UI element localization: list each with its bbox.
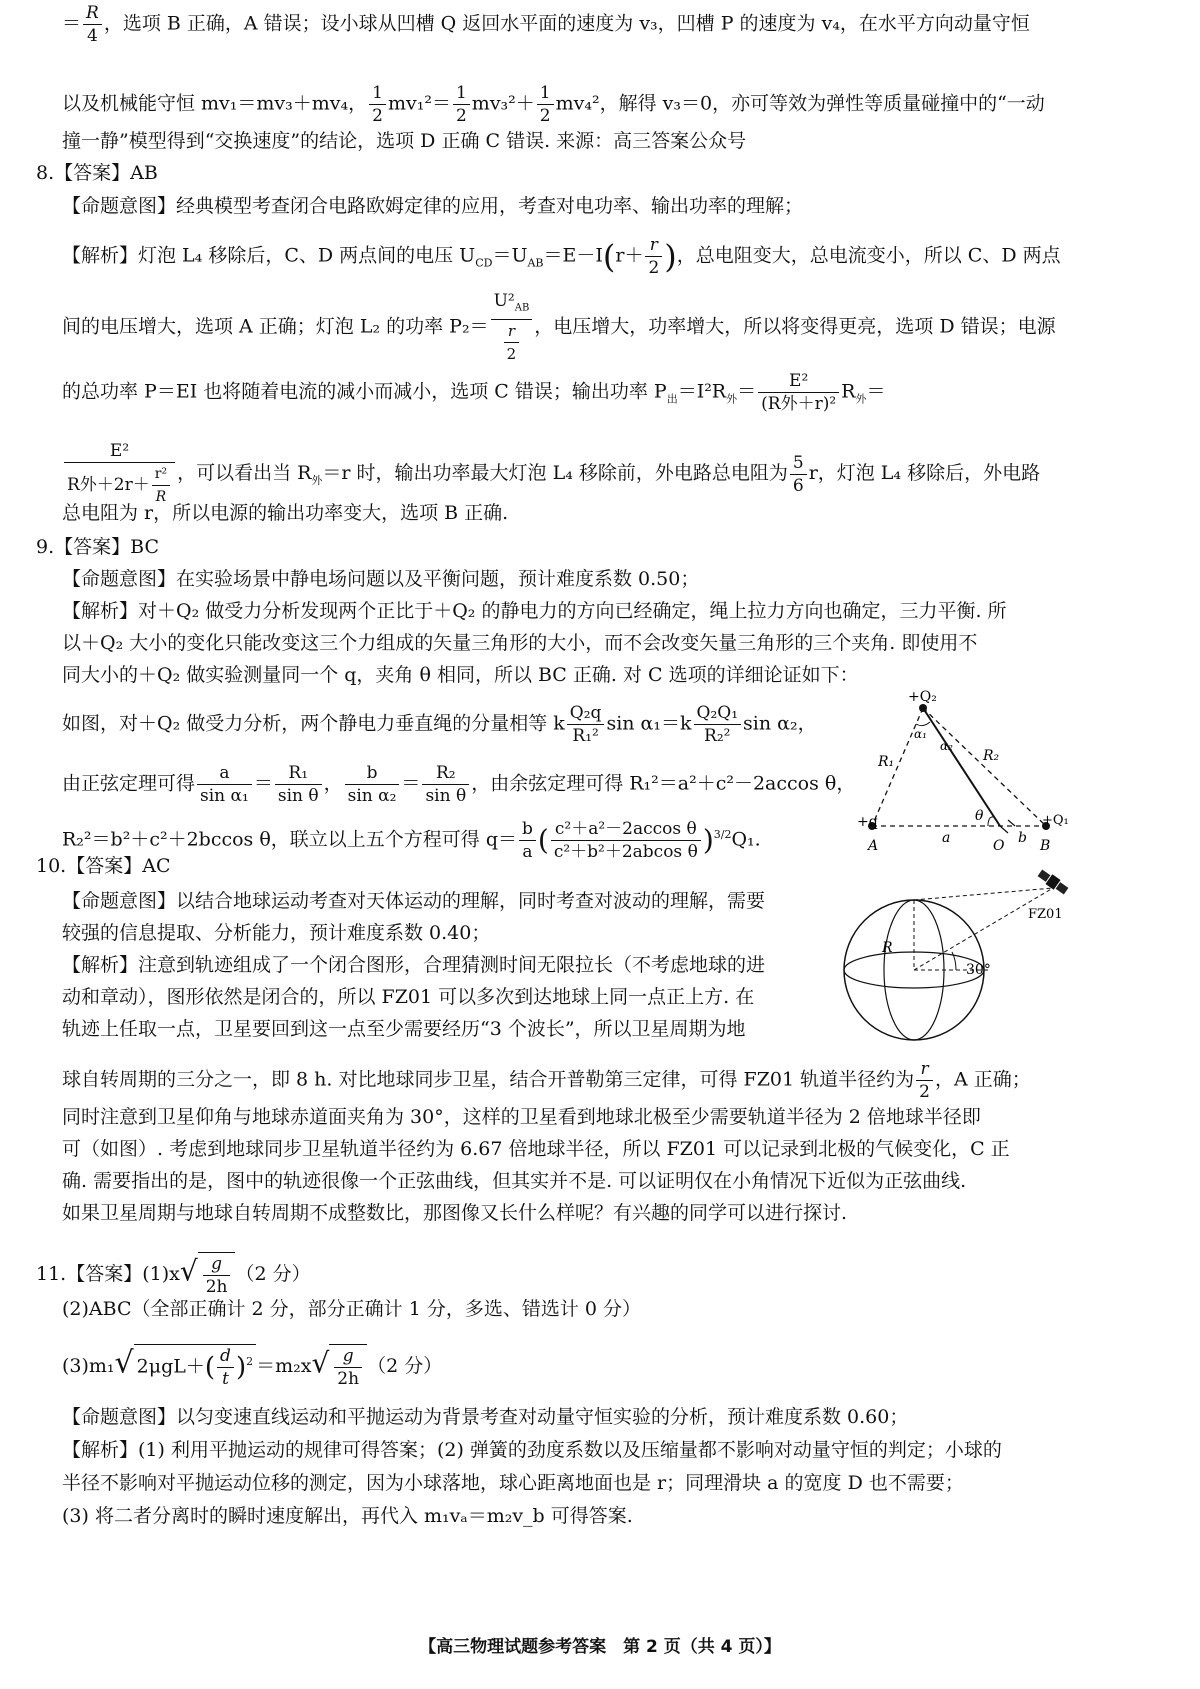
svg-text:A: A [868, 838, 879, 854]
q10-analysis-8: 如果卫星周期与地球自转周期不成整数比，那图像又长什么样呢？有兴趣的同学可以进行探讨. [62, 1202, 848, 1224]
svg-text:+q: +q [857, 814, 878, 830]
q11-answer: 11.【答案】(1)x√ $\frac{g}{2h}$ （2 分） [36, 1254, 311, 1297]
q10-analysis-3: 轨迹上任取一点，卫星要回到这一点至少需要经历“3 个波长”，所以卫星周期为地 [62, 1018, 746, 1040]
q8-intent: 【命题意图】经典模型考查闭合电路欧姆定律的应用，考查对电功率、输出功率的理解； [62, 195, 804, 217]
q8-analysis-5: 总电阻为 r，所以电源的输出功率变大，选项 B 正确. [62, 502, 509, 524]
q9-intent: 【命题意图】在实验场景中静电场问题以及平衡问题，预计难度系数 0.50； [62, 568, 700, 590]
q11-analysis-1: 【解析】(1) 利用平抛运动的规律可得答案；(2) 弹簧的劲度系数以及压缩量都不影响对动量守恒的判定；小球的 [62, 1439, 1002, 1461]
q9-answer: 9.【答案】BC [36, 536, 159, 558]
earth-satellite-diagram [838, 860, 1088, 1050]
svg-text:α₁: α₁ [914, 727, 927, 741]
page-footer: 【高三物理试题参考答案 第 2 页（共 4 页）】 [419, 1637, 781, 1657]
q10-analysis-7: 确. 需要指出的是，图中的轨迹很像一个正弦曲线，但其实并不是. 可以证明仅在小角情况下近似为正弦曲线. [62, 1170, 967, 1192]
q9-analysis-6: R₂²＝b²＋c²＋2bccos θ，联立以上五个方程可得 q＝ $\frac{b}{a}$ ( $\frac{\text{c²＋a²－2accos θ}}{\text{c²＋b²＋2abcos θ}}$ )$^{3/2}$Q₁. [62, 819, 761, 862]
q10-analysis-2: 动和章动），图形依然是闭合的，所以 FZ01 可以多次到达地球上同一点正上方. 在 [62, 986, 755, 1008]
q9-analysis-5: 由正弦定理可得 $\frac{a}{\text{sin α₁}}$ ＝ $\frac{\text{R₁}}{\text{sin θ}}$ ， $\frac{b}{\text{sin α₂}}$ ＝ $\frac{\text{R₂}}{\text{sin θ}}$ ，由余弦定理可得 R₁²＝a²＋c²－2accos θ， [62, 763, 856, 806]
q8-analysis-1: 【解析】灯泡 L₄ 移除后，C、D 两点间的电压 $U_{CD}=U_{AB}=E-I(r+$ $\frac{r}{2}$ )，总电阻变大，总电流变小，所以 C、D 两点 [62, 235, 1061, 278]
svg-text:30°: 30° [966, 962, 991, 978]
q11-part3: (3)m₁√ 2μgL＋( $\frac{d}{t}$ )$^2$ ＝m₂x√ $\frac{g}{2h}$ （2 分） [62, 1345, 443, 1389]
q11-intent: 【命题意图】以匀变速直线运动和平抛运动为背景考查对动量守恒实验的分析，预计难度系数 0.60； [62, 1406, 909, 1428]
q10-intent-1: 【命题意图】以结合地球运动考查对天体运动的理解，同时考查对波动的理解，需要 [62, 890, 766, 912]
q11-analysis-3: (3) 将二者分离时的瞬时速度解出，再代入 m₁vₐ＝m₂v_b 可得答案. [62, 1505, 633, 1527]
svg-text:R₂: R₂ [983, 748, 1000, 764]
q9-analysis-4: 如图，对＋Q₂ 做受力分析，两个静电力垂直绳的分量相等 k $\frac{\text{Q₂q}}{\text{R₁²}}$ sin α₁＝k $\frac{\text{Q₂Q₁}}{\text{R₂²}}$ sin α₂， [62, 703, 817, 746]
label-q2: +Q₂ [908, 689, 937, 705]
text-line: 以及机械能守恒 mv₁＝mv₃＋mv₄， $\frac{1}{2}$ mv₁²＝ $\frac{1}{2}$ mv₃²＋ $\frac{1}{2}$ mv₄²，解得 v₃＝0，亦可等效为弹性等质量碰撞中的“一动 [62, 83, 1045, 126]
svg-text:b: b [1018, 830, 1027, 846]
q10-answer: 10.【答案】AC [36, 855, 171, 877]
svg-text:R₁: R₁ [878, 754, 895, 770]
svg-text:α₂: α₂ [940, 739, 953, 753]
q8-analysis-4: E² R外＋2r＋ $\frac{\text{r²}}{R}$ ，可以看出当 $R_外=r$ 时，输出功率最大灯泡 L₄ 移除前，外电路总电阻为 $\frac{5}{6}$ r，灯泡 L₄ 移除后，外电路 [62, 440, 1040, 508]
q9-analysis-2: 以＋Q₂ 大小的变化只能改变这三个力组成的矢量三角形的大小，而不会改变矢量三角形的三个夹角. 即使用不 [62, 632, 978, 654]
q11-analysis-2: 半径不影响对平抛运动位移的测定，因为小球落地，球心距离地面也是 r；同理滑块 a 的宽度 D 也不需要； [62, 1472, 964, 1494]
svg-text:O: O [993, 838, 1005, 854]
satellite-icon [1036, 868, 1069, 896]
q10-analysis-5: 同时注意到卫星仰角与地球赤道面夹角为 30°，这样的卫星看到地球北极至少需要轨道半径为 2 倍地球半径即 [62, 1106, 981, 1128]
q8-answer: 8.【答案】AB [36, 162, 158, 184]
q8-analysis-3: 的总功率 P＝EI 也将随着电流的减小而减小，选项 C 错误；输出功率 $P_出=I^2R_外=$ $\frac{\text{E²}}{\text{(R外＋r)²}}$ $R_外=$ [62, 371, 886, 414]
q8-analysis-2: 间的电压增大，选项 A 正确；灯泡 L₂ 的功率 P₂＝ $\frac{U^2_{AB}}{\frac{r}{2}}$ ，电压增大，功率增大，所以将变得更亮，选项 D 错误；电源 [62, 291, 1056, 364]
svg-text:B: B [1040, 838, 1051, 854]
q10-analysis-6: 可（如图）. 考虑到地球同步卫星轨道半径约为 6.67 倍地球半径，所以 FZ01 可以记录到北极的气候变化，C 正 [62, 1138, 1010, 1160]
label-fz01: FZ01 [1028, 907, 1063, 922]
q10-analysis-1: 【解析】注意到轨迹组成了一个闭合图形，合理猜测时间无限拉长（不考虑地球的进 [62, 954, 766, 976]
charge-triangle-diagram [857, 680, 1090, 855]
q10-intent-2: 较强的信息提取、分析能力，预计难度系数 0.40； [62, 922, 491, 944]
text-line: 撞一静”模型得到“交换速度”的结论，选项 D 正确 C 错误. 来源：高三答案公众号 [62, 130, 747, 152]
svg-text:+Q₁: +Q₁ [1042, 813, 1069, 828]
fraction: $\frac{R}{4}$ [83, 2, 102, 47]
svg-text:R: R [882, 940, 893, 956]
q11-part2: (2)ABC（全部正确计 2 分，部分正确计 1 分，多选、错选计 0 分） [62, 1298, 641, 1320]
q10-analysis-4: 球自转周期的三分之一，即 8 h. 对比地球同步卫星，结合开普勒第三定律，可得 FZ01 轨道半径约为 $\frac{r}{2}$ ，A 正确； [62, 1059, 1031, 1102]
q9-analysis-3: 同大小的＋Q₂ 做实验测量同一个 q，夹角 θ 相同，所以 BC 正确. 对 C 选项的详细论证如下： [62, 664, 859, 686]
text-line: ＝ $\frac{R}{4}$ ，选项 B 正确，A 错误；设小球从凹槽 Q 返回水平面的速度为 v₃，凹槽 P 的速度为 v₄，在水平方向动量守恒 [62, 3, 1030, 46]
svg-text:a: a [942, 830, 951, 846]
svg-text:θ: θ [975, 808, 984, 824]
q9-analysis-1: 【解析】对＋Q₂ 做受力分析发现两个正比于＋Q₂ 的静电力的方向已经确定，绳上拉力方向也确定，三力平衡. 所 [62, 600, 1007, 622]
